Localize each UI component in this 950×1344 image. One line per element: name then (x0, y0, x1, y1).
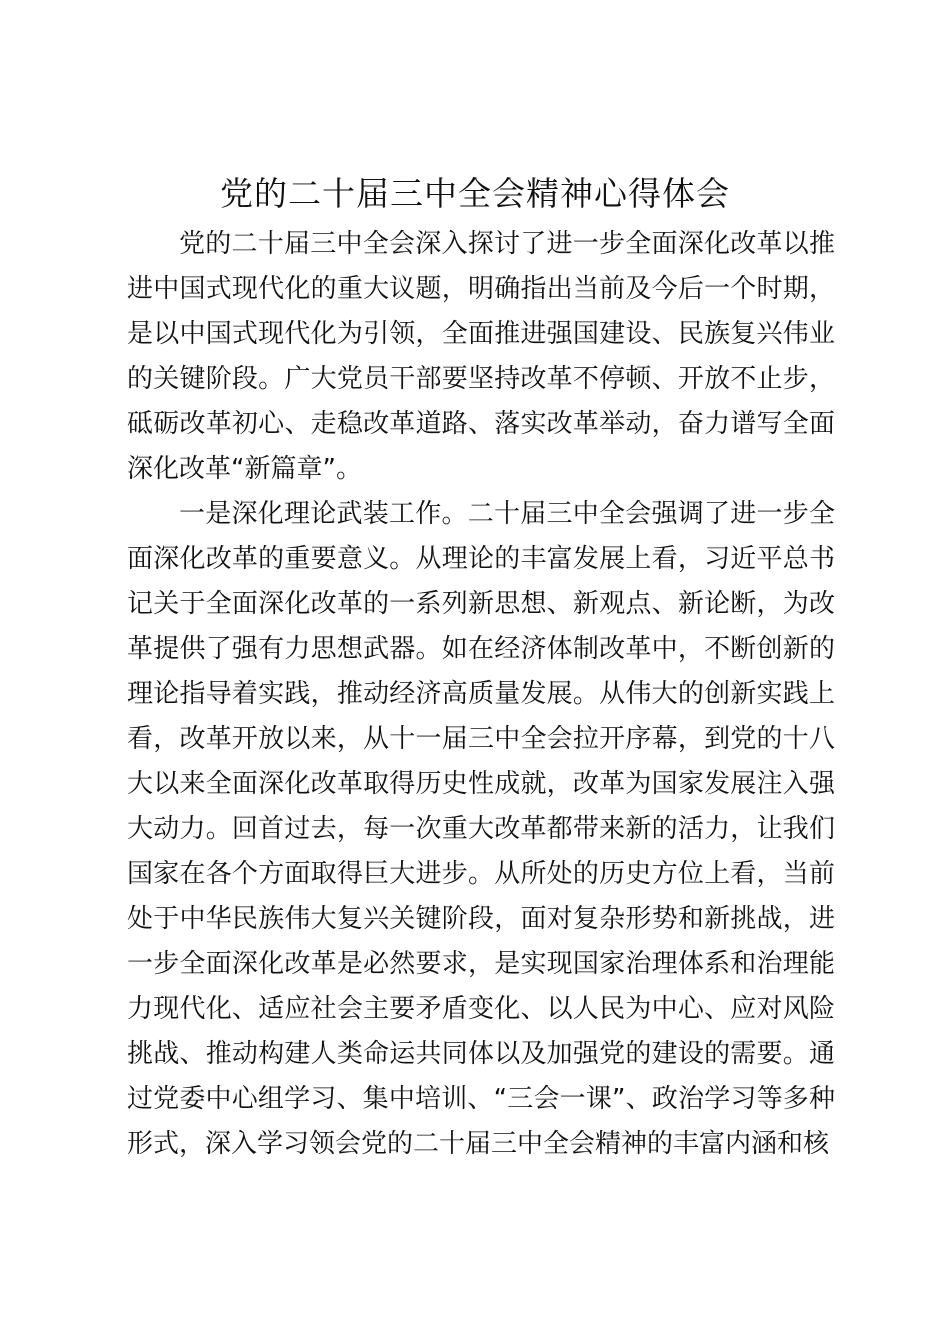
page-title: 党的二十届三中全会精神心得体会 (220, 174, 730, 213)
paragraph-intro: 党的二十届三中全会深入探讨了进一步全面深化改革以推进中国式现代化的重大议题，明确指出当前及今后一个时期，是以中国式现代化为引领，全面推进强国建设、民族复兴伟业的关键阶段。广大党员干部要坚持改革不停顿、开放不止步，砥砺改革初心、走稳改革道路、落实改革举动，奋力谱写全面深化改革“新篇章”。 (127, 229, 835, 484)
document-body (127, 222, 835, 1167)
paragraph-theory: 一是深化理论武装工作。二十届三中全会强调了进一步全面深化改革的重要意义。从理论的丰富发展上看，习近平总书记关于全面深化改革的一系列新思想、新观点、新论断，为改革提供了强有力思想武器。如在经济体制改革中，不断创新的理论指导着实践，推动经济高质量发展。从伟大的创新实践上看，改革开放以来，从十一届三中全会拉开序幕，到党的十八大以来全面深化改革取得历史性成就，改革为国家发展注入强大动力。回首过去，每一次重大改革都带来新的活力，让我们国家在各个方面取得巨大进步。从所处的历史方位上看，当前处于中华民族伟大复兴关键阶段，面对复杂形势和新挑战，进一步全面深化改革是必然要求，是实现国家治理体系和治理能力现代化、适应社会主要矛盾变化、以人民为中心、应对风险挑战、推动构建人类命运共同体以及加强党的建设的需要。通过党委中心组学习、集中培训、“三会一课”、政治学习等多种形式，深入学习领会党的二十届三中全会精神的丰富内涵和核 (127, 499, 835, 1159)
